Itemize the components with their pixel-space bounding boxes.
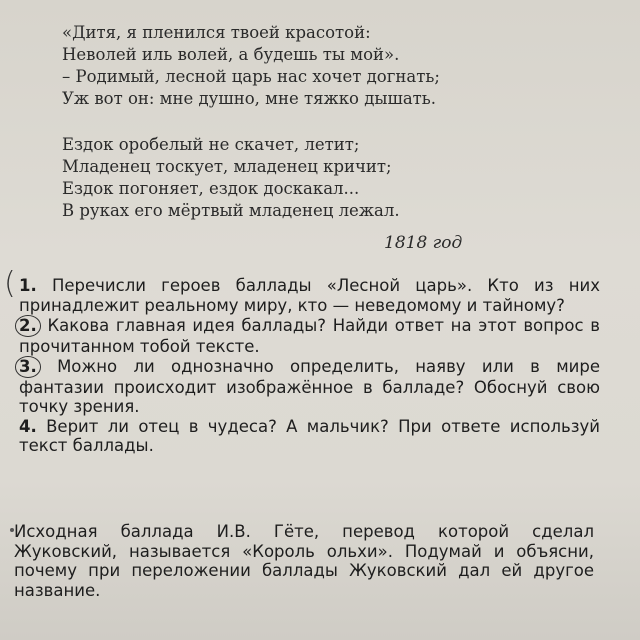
question-number: 4. bbox=[19, 416, 37, 436]
question-number: 1. bbox=[19, 276, 37, 295]
question-item bbox=[4, 266, 601, 315]
question-number: 2. bbox=[15, 315, 41, 337]
question-item bbox=[14, 417, 600, 456]
poem-stanza bbox=[62, 134, 440, 222]
poem-line: Ездок оробелый не скачет, летит; bbox=[62, 135, 360, 154]
poem-line: «Дитя, я пленился твоей красотой: bbox=[62, 23, 371, 42]
question-text: Какова главная идея баллады? Найди ответ на этот вопрос в прочитанном тобой тексте. bbox=[19, 316, 600, 356]
question-text: Верит ли отец в чудеса? А мальчик? При ответе используй текст баллады. bbox=[19, 416, 600, 455]
poem-line: Младенец тоскует, младенец кричит; bbox=[62, 157, 392, 176]
poem-year: 1818 год bbox=[384, 233, 463, 253]
poem-line: В руках его мёртвый младенец лежал. bbox=[62, 201, 400, 220]
poem-line: Ездок погоняет, ездок доскакал... bbox=[62, 179, 360, 198]
questions-list bbox=[4, 266, 601, 456]
question-number: 3. bbox=[15, 356, 41, 378]
question-text: Перечисли героев баллады «Лесной царь». Кто из них принадлежит реальному миру, кто — неведомому и тайному? bbox=[19, 276, 601, 315]
poem-line: Уж вот он: мне душно, мне тяжко дышать. bbox=[62, 89, 437, 108]
question-item bbox=[14, 356, 600, 417]
extra-task bbox=[14, 522, 594, 600]
poem-line: – Родимый, лесной царь нас хочет догнать; bbox=[62, 67, 440, 86]
poem bbox=[62, 22, 440, 222]
question-item bbox=[14, 315, 600, 356]
poem-stanza bbox=[62, 22, 440, 110]
extra-task-text: Исходная баллада И.В. Гёте, перевод которой сделал Жуковский, называется «Король ольхи». Подумай и объясни, почему при переложении баллады Жуковский дал ей другое название. bbox=[14, 522, 594, 600]
question-text: Можно ли однозначно определить, наяву или в мире фантазии происходит изображённое в балладе? Обоснуй свою точку зрения. bbox=[19, 357, 600, 416]
bullet-icon bbox=[10, 528, 14, 532]
pen-bracket-mark: ( bbox=[4, 266, 16, 301]
poem-line: Неволей иль волей, а будешь ты мой». bbox=[62, 45, 400, 64]
